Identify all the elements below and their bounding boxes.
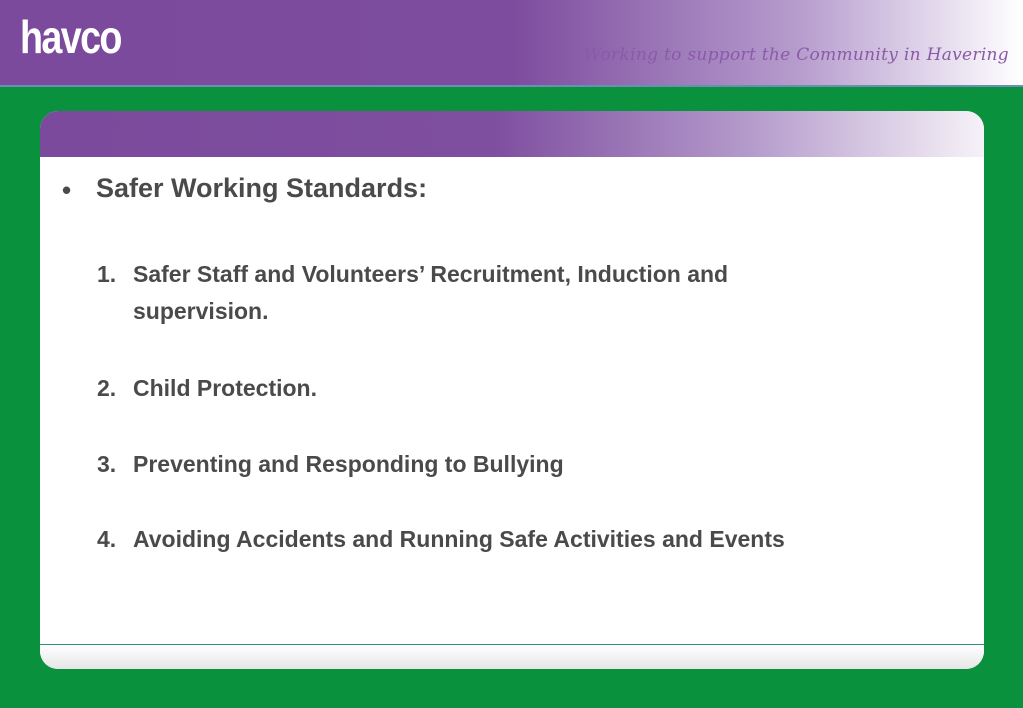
list-item-text: Child Protection. — [133, 375, 317, 401]
card-header-band — [40, 111, 984, 157]
tagline: Working to support the Community in Havering — [583, 45, 1009, 65]
header-divider — [0, 85, 1023, 87]
header-banner — [0, 0, 1023, 85]
list-item-number: 2. — [97, 375, 117, 401]
list-item-line: Safer Staff and Volunteers’ Recruitment, Induction and — [133, 261, 729, 287]
content-card — [40, 111, 984, 669]
list-item-number: 1. — [97, 261, 117, 287]
list-item-line: supervision. — [133, 298, 269, 324]
list-item-text: Avoiding Accidents and Running Safe Activities and Events — [133, 526, 785, 552]
list-item-number: 4. — [97, 526, 117, 552]
slide-heading: Safer Working Standards: — [96, 173, 428, 203]
list-item-text — [133, 256, 728, 330]
card-footer — [40, 645, 984, 669]
havco-logo: havco — [20, 11, 121, 63]
list-item-text: Preventing and Responding to Bullying — [133, 451, 564, 477]
list-item-number: 3. — [97, 451, 117, 477]
bullet-marker: • — [62, 175, 72, 205]
